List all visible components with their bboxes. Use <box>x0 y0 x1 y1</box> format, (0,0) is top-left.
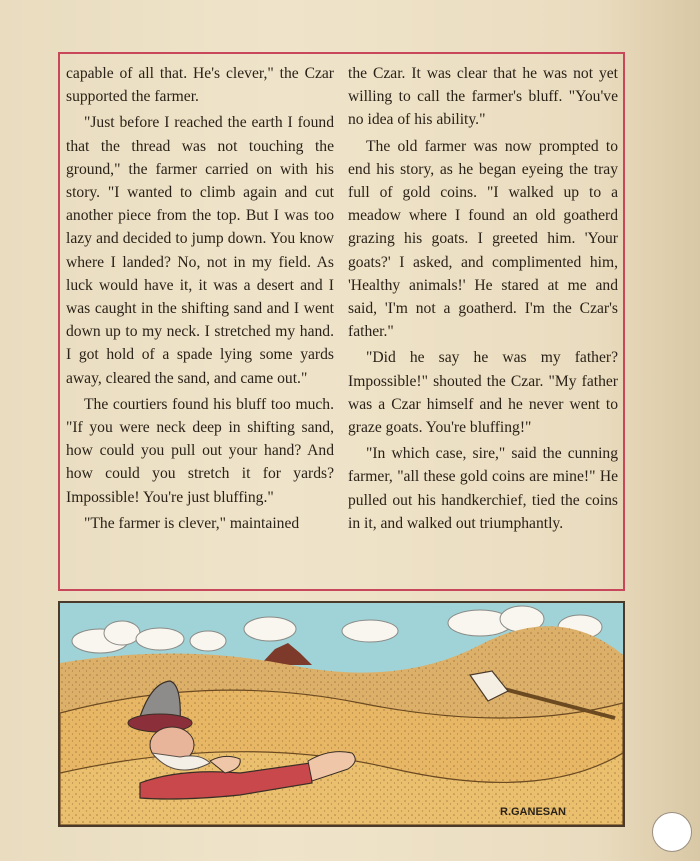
story-left-column <box>66 62 334 535</box>
paragraph: "Just before I reached the earth I found that the thread was not touching the ground," the farmer carried on with his story. "I wanted to climb again and cut another piece from the top. But I was too lazy and decided to jump down. You know where I landed? No, not in my field. As luck would have it, it was a desert and I was caught in the shifting sand and I went down up to my neck. I stretched my hand. I got hold of a spade lying some yards away, cleared the sand, and came out." <box>66 114 334 387</box>
paragraph: "The farmer is clever," maintained <box>84 514 300 532</box>
story-right-column <box>348 62 618 535</box>
paragraph: "Did he say he was my father? Impossible!" shouted the Czar. "My father was a Czar himself and he never went to graze goats. You're bluffing!" <box>348 349 618 437</box>
paragraph: capable of all that. He's clever," the Czar supported the farmer. <box>66 65 334 106</box>
desert-scene <box>60 603 623 825</box>
paragraph: The courtiers found his bluff too much. "If you were neck deep in shifting sand, how could you pull out your hand? And how could you stretch it for yards? Impossible! You're just bluffing." <box>66 395 334 506</box>
paragraph: The old farmer was now prompted to end his story, as he began eyeing the tray full of gold coins. "I walked up to a meadow where I found an old goatherd grazing his goats. I greeted him. 'Your goats?' I asked, and complimented him, 'Healthy animals!' He stared at me and said, 'I'm not a goatherd. I'm the Czar's father." <box>348 137 618 341</box>
artist-signature: R.GANESAN <box>500 806 567 818</box>
story-text-frame <box>58 52 625 591</box>
paragraph: "In which case, sire," said the cunning farmer, "all these gold coins are mine!" He pulled out his handkerchief, tied the coins in it, and walked out triumphantly. <box>348 445 618 532</box>
story-illustration <box>58 601 625 827</box>
paragraph: the Czar. It was clear that he was not yet willing to call the farmer's bluff. "You've no idea of his ability." <box>348 65 618 129</box>
watermark-logo <box>652 812 692 852</box>
